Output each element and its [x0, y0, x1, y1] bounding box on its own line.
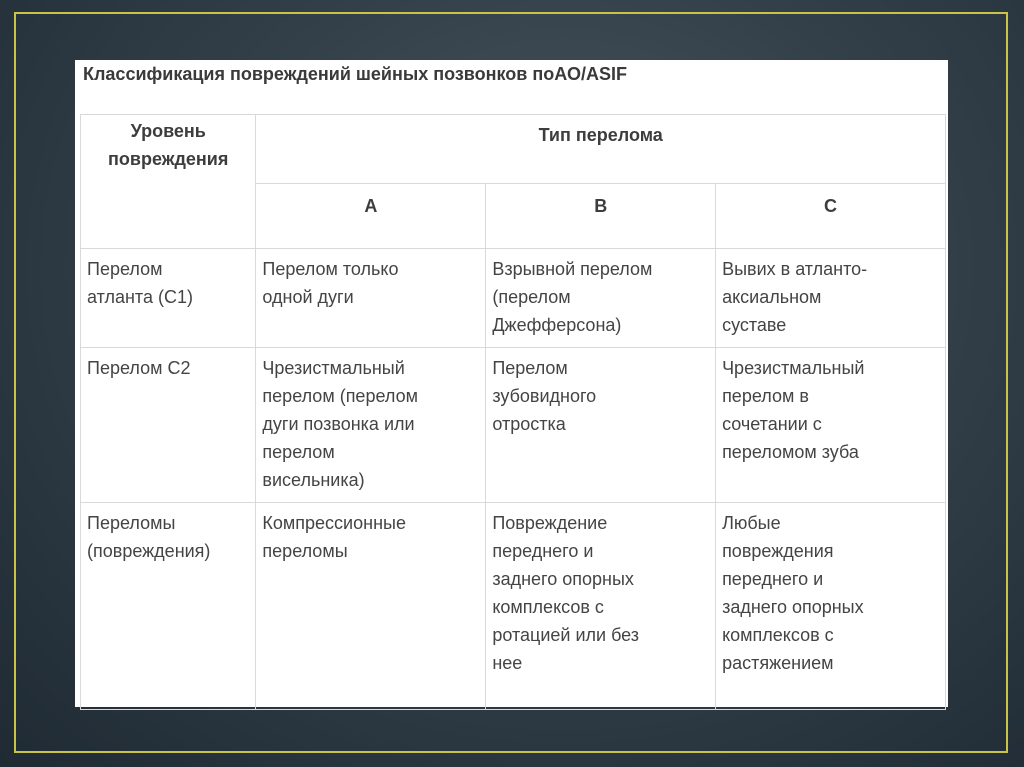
- cell-c: Вывих в атланто- аксиальном суставе: [716, 249, 946, 348]
- subheader-a: A: [256, 184, 486, 249]
- cell-level: Перелом С2: [81, 348, 256, 503]
- table-title: Классификация повреждений шейных позвонков поАО/ASIF: [83, 64, 627, 84]
- cell-a: Перелом только одной дуги: [256, 249, 486, 348]
- subheader-b: B: [486, 184, 716, 249]
- cell-level: Переломы (повреждения): [81, 503, 256, 710]
- header-level: Уровень повреждения: [81, 115, 256, 249]
- header-type: Тип перелома: [256, 115, 946, 184]
- cell-a: Компрессионные переломы: [256, 503, 486, 710]
- cell-a: Чрезистмальный перелом (перелом дуги позвонка или перелом висельника): [256, 348, 486, 503]
- table-row: [81, 503, 946, 710]
- cell-b: Повреждение переднего и заднего опорных комплексов с ротацией или без нее: [486, 503, 716, 710]
- cell-c: Любые повреждения переднего и заднего опорных комплексов с растяжением: [716, 503, 946, 710]
- document-image: [75, 60, 948, 707]
- table-row: [81, 249, 946, 348]
- cell-b: Взрывной перелом (перелом Джефферсона): [486, 249, 716, 348]
- subheader-c: C: [716, 184, 946, 249]
- cell-level: Перелом атланта (С1): [81, 249, 256, 348]
- classification-table: [80, 114, 946, 710]
- table-row: [81, 348, 946, 503]
- cell-c: Чрезистмальный перелом в сочетании с переломом зуба: [716, 348, 946, 503]
- header-row: [81, 115, 946, 184]
- cell-b: Перелом зубовидного отростка: [486, 348, 716, 503]
